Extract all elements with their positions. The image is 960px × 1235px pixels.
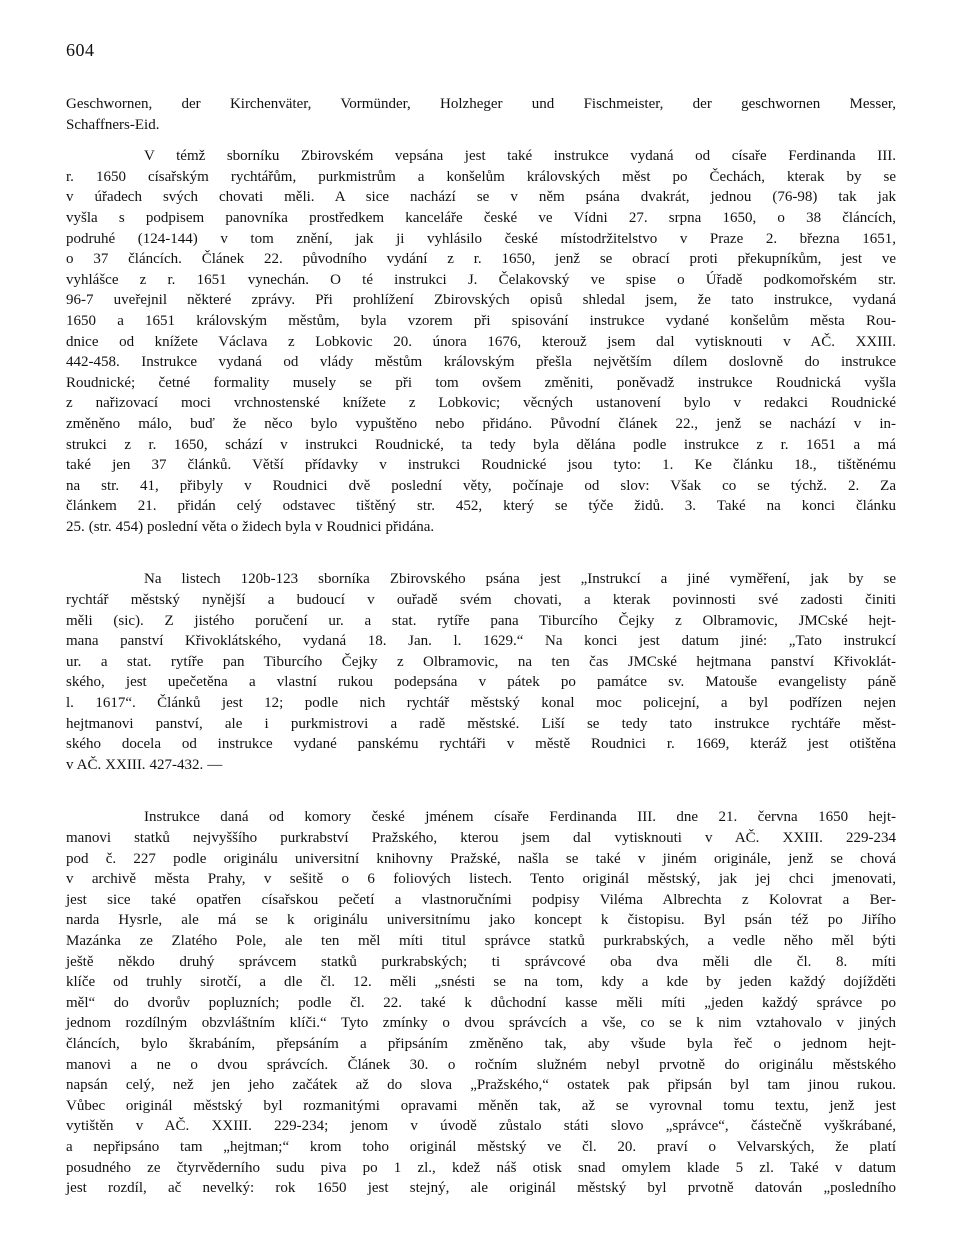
text-line: dnice od knížete Václava z Lobkovic 20. února 1676, kterouž jsem dal vytisknouti v AČ. XXIII. xyxy=(66,333,896,350)
text-line: ur. a stat. rytíře pan Tiburcího Čejky z Olbramovic, na ten čas JMCské hejtmana panství Křivoklát- xyxy=(66,653,896,670)
text-line: 1650 a 1651 královským městům, byla vzorem při spisování instrukce vydané konšelům města Rou- xyxy=(66,312,896,329)
text-line: Roudnické; četné formality musely se při tom ovšem změniti, poněvadž instrukce Roudnická vyšla xyxy=(66,374,896,391)
text-line: napsán celý, než jen jeho začátek až do slova „Pražského,“ ostatek pak připsán byl tam jinou rukou. xyxy=(66,1077,896,1094)
text-line: měl“ do dvorův popluzních; podle čl. 22. také k důchodní kasse měli míti „jeden každý správce po xyxy=(66,994,896,1011)
text-line: posudného ze čtyrvěderního sudu piva po 1 zl., kdež náš otisk snad omylem klade 5 zl. Také v datum xyxy=(66,1159,896,1176)
text-line: jest rozdíl, ač nevelký: rok 1650 jest stejný, ale originál městský byl prvotně datován „posledního xyxy=(66,1180,896,1197)
text-line: narda Hysrle, ale má se k originálu universitnímu jako koncept k čistopisu. Byl psán též po Jiřího xyxy=(66,912,896,929)
text-line: manovi statků nejvyššího purkrabství Pražského, kterou jsem dal vytisknouti v AČ. XXIII. 229-234 xyxy=(66,830,896,846)
text-line: také jen 37 článků. Větší přídavky v instrukci Roudnické jsou tyto: 1. Ke článku 18., tištěnému xyxy=(66,457,896,474)
text-line: ještě někdo druhý správcem statků purkrabských; ti správcové oba dva měli dle čl. 8. míti xyxy=(66,953,896,970)
text-line: v archivě města Prahy, v sešitě o 6 foliových listech. Tento originál městský, jak jej chci jmenovati, xyxy=(66,871,896,888)
text-line: na str. 41, přibyly v Roudnici dvě poslední věty, počínaje od slov: Však co se týchž. 2. Za xyxy=(66,477,896,494)
text-line: Na listech 120b-123 sborníka Zbirovského psána jest „Instrukcí a jiné vyměření, jak by se xyxy=(144,571,896,588)
text-line: pod č. 227 podle originálu universitní knihovny Pražské, našla se také v jiném originále, jenž se chová xyxy=(66,850,896,867)
text-line: 96-7 uveřejnil některé zprávy. Při prohlížení Zbirovských opisů shledal jsem, že tato instrukce, vydaná xyxy=(66,292,896,309)
text-line: Instrukce daná od komory české jménem císaře Ferdinanda III. dne 21. června 1650 hejt- xyxy=(144,809,896,826)
text-line: mana panství Křivoklátského, vydaná 18. Jan. l. 1629.“ Na konci jest datum jiné: „Tato instrukcí xyxy=(66,633,896,650)
text-line: v úřadech svých chovati měli. A sice nachází se v něm psána dvakrát, jednou (76-98) tak jak xyxy=(66,189,896,206)
paragraph-continuation xyxy=(66,94,896,135)
text-line: podruhé (124-144) v tom znění, jak ji vyhlásilo české místodržitelstvo v Praze 2. března 1651, xyxy=(66,230,896,247)
text-line: l. 1617“. Článků jest 12; podle nich rychtář městský konal moc policejní, a byl podřízen nejen xyxy=(66,695,896,712)
text-line: ského docela od instrukce vydané panskému rychtáři v městě Roudnici r. 1669, kteráž jest otištěna xyxy=(66,736,896,753)
text-line: V témž sborníku Zbirovském vepsána jest také instrukce vydaná od císaře Ferdinanda III. xyxy=(144,148,896,165)
text-line: v AČ. XXIII. 427-432. — xyxy=(66,756,223,773)
text-line: jednom rozdílným obzvláštním klíči.“ Tyto zmínky o dvou správcích a vše, co se k nim vztahovalo v jiných xyxy=(66,1015,896,1032)
text-line: strukci z r. 1650, schází v instrukci Roudnické, ta tedy byla dělána podle instrukce z r. 1651 a má xyxy=(66,436,896,453)
text-line: Schaffners-Eid. xyxy=(66,116,160,133)
text-line: vytištěn v AČ. XXIII. 229-234; jenom v úvodě zůstalo státi slovo „správce“, částečně vyškrábané, xyxy=(66,1118,896,1135)
text-line: manovi a ne o dvou správcích. Článek 30. o ročním služném nebyl prvotně do originálu městského xyxy=(66,1056,896,1073)
text-line: článcích, bylo škrabáním, přepsáním a připsáním změněno tak, aby všude byla řeč o jednom hejt- xyxy=(66,1035,896,1052)
text-line: vyhlášce z r. 1651 vynechán. O té instrukci J. Čelakovský ve spise o Úřadě podkomořském str. xyxy=(66,271,896,288)
text-line: článkem 21. přidán celý odstavec tištěný str. 452, který se týče židů. 3. Také na konci článku xyxy=(66,498,896,515)
text-line: Mazánka ze Zlatého Pole, ale ten měl míti titul správce statků purkrabských, a vedle něho měl býti xyxy=(66,932,896,949)
text-line: měli (sic). Z jistého poručení ur. a stat. rytíře pana Tiburcího Čejky z Olbramovic, JMCské hejt- xyxy=(66,612,896,629)
text-line: jest sice také opatřen císařskou pečetí a vlastnoručními podpisy Viléma Albrechta z Kolovrat a Ber- xyxy=(66,891,896,908)
text-line: Geschwornen, der Kirchenväter, Vormünder, Holzheger und Fischmeister, der geschwornen Messer, xyxy=(66,96,896,112)
page-number: 604 xyxy=(66,40,95,60)
text-line: hejtmanovi panství, ale i purkmistrovi a radě městské. Liší se tedy tato instrukce rychtáře měst- xyxy=(66,715,896,732)
paragraph-instrukce-komory xyxy=(66,807,896,1198)
paragraph-rychtar-instrukce xyxy=(66,569,896,775)
text-line: rychtář městský nynější a budoucí v ouřadě svém chovati, a kterak povinnosti své zadosti činiti xyxy=(66,592,896,609)
text-line: a nepřipsáno tam „hejtman;“ krom toho originál městský ve čl. 20. praví o Velvarských, že platí xyxy=(66,1138,896,1155)
text-line: r. 1650 císařským rychtářům, purkmistrům a konšelům královských měst po Čechách, kterak by se xyxy=(66,168,896,185)
text-line: z nařizovací moci vrchnostenské knížete z Lobkovic; věcných ustanovení bylo v redakci Roudnické xyxy=(66,395,896,412)
text-line: 442-458. Instrukce vydaná od vlády městům královským přešla největším dílem doslovně do instrukce xyxy=(66,354,896,371)
text-line: klíče od truhly sirotčí, a dle čl. 12. měli „snésti se na tom, kdy a kde by jeden každý dojížděti xyxy=(66,974,896,991)
text-line: o 37 článcích. Článek 22. původního vydání z r. 1650, jenž se obrací proti překupníkům, jest ve xyxy=(66,251,896,268)
text-line: vyšla s podpisem panovníka prostředkem kanceláře české ve Vídni 27. srpna 1650, o 38 článcích, xyxy=(66,209,896,226)
text-line: Vůbec originál městský byl rozmanitými opravami měněn tak, až se vyrovnal tomu textu, jenž jest xyxy=(66,1097,896,1114)
text-line: 25. (str. 454) poslední věta o židech byla v Roudnici přidána. xyxy=(66,518,435,535)
paragraph-instrukce-ferdinand xyxy=(66,146,896,537)
text-line: ského, jest upečetěna a vlastní rukou podepsána v pátek po památce sv. Matouše evangelisty páně xyxy=(66,674,896,691)
document-page xyxy=(66,40,896,1199)
text-line: změněno málo, buď že něco bylo vypuštěno nebo přidáno. Původní článek 22., jenž se nachází v in- xyxy=(66,415,896,432)
